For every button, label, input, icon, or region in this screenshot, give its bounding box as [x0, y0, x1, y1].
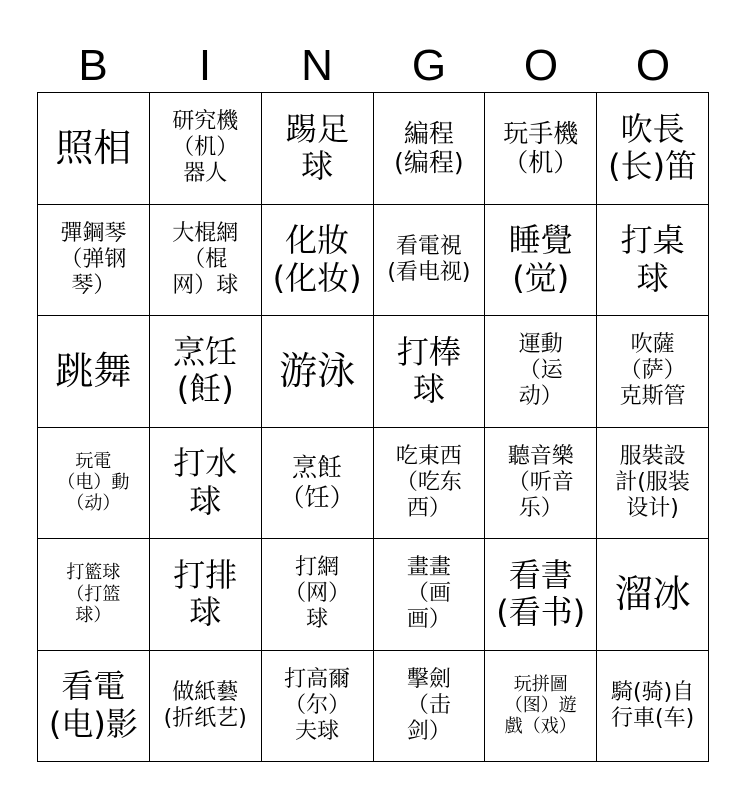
bingo-cell[interactable]: 做紙藝 (折纸艺): [150, 651, 262, 763]
bingo-cell[interactable]: 彈鋼琴 （弹钢 琴）: [38, 205, 150, 317]
bingo-cell[interactable]: 看電視 (看电视): [374, 205, 486, 317]
bingo-cell[interactable]: 玩拼圖 （图）遊 戲（戏）: [485, 651, 597, 763]
header-letter: O: [635, 41, 671, 90]
bingo-cell[interactable]: 編程 (编程): [374, 93, 486, 205]
bingo-cell[interactable]: 溜冰: [597, 539, 709, 651]
bingo-cell[interactable]: 玩手機 （机）: [485, 93, 597, 205]
bingo-cell[interactable]: 聽音樂 （听音 乐）: [485, 428, 597, 540]
bingo-cell[interactable]: 打排 球: [150, 539, 262, 651]
bingo-cell[interactable]: 吹薩 （萨） 克斯管: [597, 316, 709, 428]
bingo-cell[interactable]: 打網 （网） 球: [262, 539, 374, 651]
bingo-cell[interactable]: 運動 （运 动）: [485, 316, 597, 428]
bingo-cell[interactable]: 游泳: [262, 316, 374, 428]
bingo-cell[interactable]: 騎(骑)自 行車(车): [597, 651, 709, 763]
bingo-cell[interactable]: 服裝設 計(服装 设计): [597, 428, 709, 540]
bingo-cell[interactable]: 擊劍 （击 剑）: [374, 651, 486, 763]
bingo-cell[interactable]: 烹饪 (飪): [150, 316, 262, 428]
bingo-cell[interactable]: 大棍網 （棍 网）球: [150, 205, 262, 317]
bingo-cell[interactable]: 研究機 （机） 器人: [150, 93, 262, 205]
header-letter: B: [78, 41, 108, 90]
bingo-cell[interactable]: 踢足 球: [262, 93, 374, 205]
bingo-cell[interactable]: 看書 (看书): [485, 539, 597, 651]
bingo-cell[interactable]: 睡覺 (觉): [485, 205, 597, 317]
bingo-cell[interactable]: 化妝 (化妆): [262, 205, 374, 317]
bingo-cell[interactable]: 打水 球: [150, 428, 262, 540]
bingo-board: [37, 92, 709, 762]
bingo-cell[interactable]: 打桌 球: [597, 205, 709, 317]
bingo-cell[interactable]: 跳舞: [38, 316, 150, 428]
header-letter: I: [198, 41, 212, 90]
bingo-cell[interactable]: 看電 (电)影: [38, 651, 150, 763]
header-letter: O: [523, 41, 559, 90]
bingo-cell[interactable]: 打籃球 （打篮 球）: [38, 539, 150, 651]
bingo-header: [37, 40, 709, 92]
bingo-cell[interactable]: 畫畫 （画 画）: [374, 539, 486, 651]
bingo-cell[interactable]: 照相: [38, 93, 150, 205]
header-letter: G: [411, 41, 447, 90]
bingo-cell[interactable]: 打高爾 （尔） 夫球: [262, 651, 374, 763]
bingo-cell[interactable]: 烹飪 （饪）: [262, 428, 374, 540]
header-letter: N: [301, 41, 333, 90]
bingo-cell[interactable]: 打棒 球: [374, 316, 486, 428]
bingo-cell[interactable]: 吃東西 （吃东 西）: [374, 428, 486, 540]
bingo-cell[interactable]: 吹長 (长)笛: [597, 93, 709, 205]
bingo-cell[interactable]: 玩電 （电）動 （动）: [38, 428, 150, 540]
